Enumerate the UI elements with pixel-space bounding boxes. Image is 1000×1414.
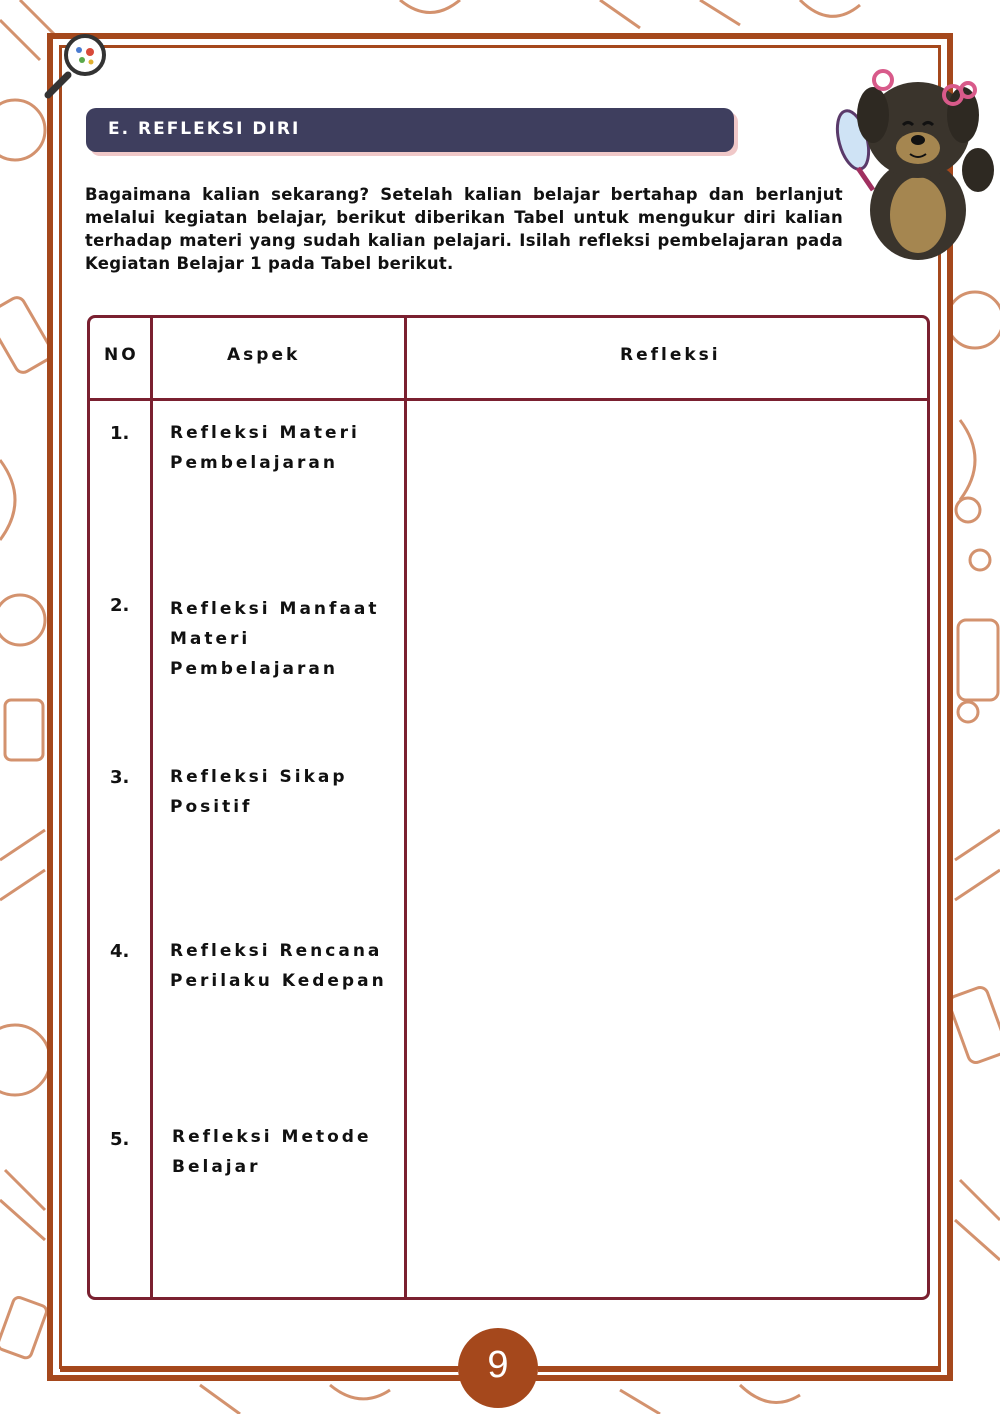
row-4-aspect: Refleksi Rencana Perilaku Kedepan bbox=[170, 941, 387, 991]
page-number: 9 bbox=[487, 1344, 509, 1386]
table-divider-no bbox=[150, 315, 153, 1300]
row-3-aspect: Refleksi Sikap Positif bbox=[170, 767, 348, 817]
row-4-reflection-cell[interactable] bbox=[410, 933, 920, 1103]
section-header-bar bbox=[86, 108, 734, 152]
row-1-reflection-cell[interactable] bbox=[410, 408, 920, 578]
magnifier-icon bbox=[38, 33, 113, 108]
header-refleksi: Refleksi bbox=[620, 345, 721, 365]
row-2-aspect: Refleksi Manfaat Materi Pembelajaran bbox=[170, 599, 380, 679]
row-5-aspect: Refleksi Metode Belajar bbox=[172, 1127, 372, 1177]
row-3-reflection-cell[interactable] bbox=[410, 758, 920, 928]
table-divider-aspek bbox=[404, 315, 407, 1300]
section-title: E. REFLEKSI DIRI bbox=[108, 119, 301, 139]
row-2-number: 2. bbox=[110, 595, 130, 616]
table-header-divider bbox=[87, 398, 930, 401]
row-1-aspect: Refleksi Materi Pembelajaran bbox=[170, 423, 360, 473]
row-5-number: 5. bbox=[110, 1129, 130, 1150]
bear-mascot-illustration bbox=[828, 60, 998, 260]
footer-line-right bbox=[538, 1367, 941, 1372]
reflection-table bbox=[87, 315, 930, 1300]
row-4-number: 4. bbox=[110, 941, 130, 962]
footer-line-left bbox=[60, 1367, 458, 1372]
header-aspek: Aspek bbox=[227, 345, 301, 365]
intro-paragraph: Bagaimana kalian sekarang? Setelah kalian belajar bertahap dan berlanjut melalui kegiatan belajar, berikut diberikan Tabel untuk mengukur diri kalian terhadap materi yang sudah kalian pelajari. Isilah refleksi pembelajaran pada Kegiatan Belajar 1 pada Tabel berikut. bbox=[85, 185, 843, 273]
row-1-number: 1. bbox=[110, 423, 130, 444]
row-2-reflection-cell[interactable] bbox=[410, 583, 920, 753]
row-3-number: 3. bbox=[110, 767, 130, 788]
page-number-badge bbox=[458, 1328, 538, 1408]
row-5-reflection-cell[interactable] bbox=[410, 1113, 920, 1283]
header-no: NO bbox=[104, 345, 139, 365]
